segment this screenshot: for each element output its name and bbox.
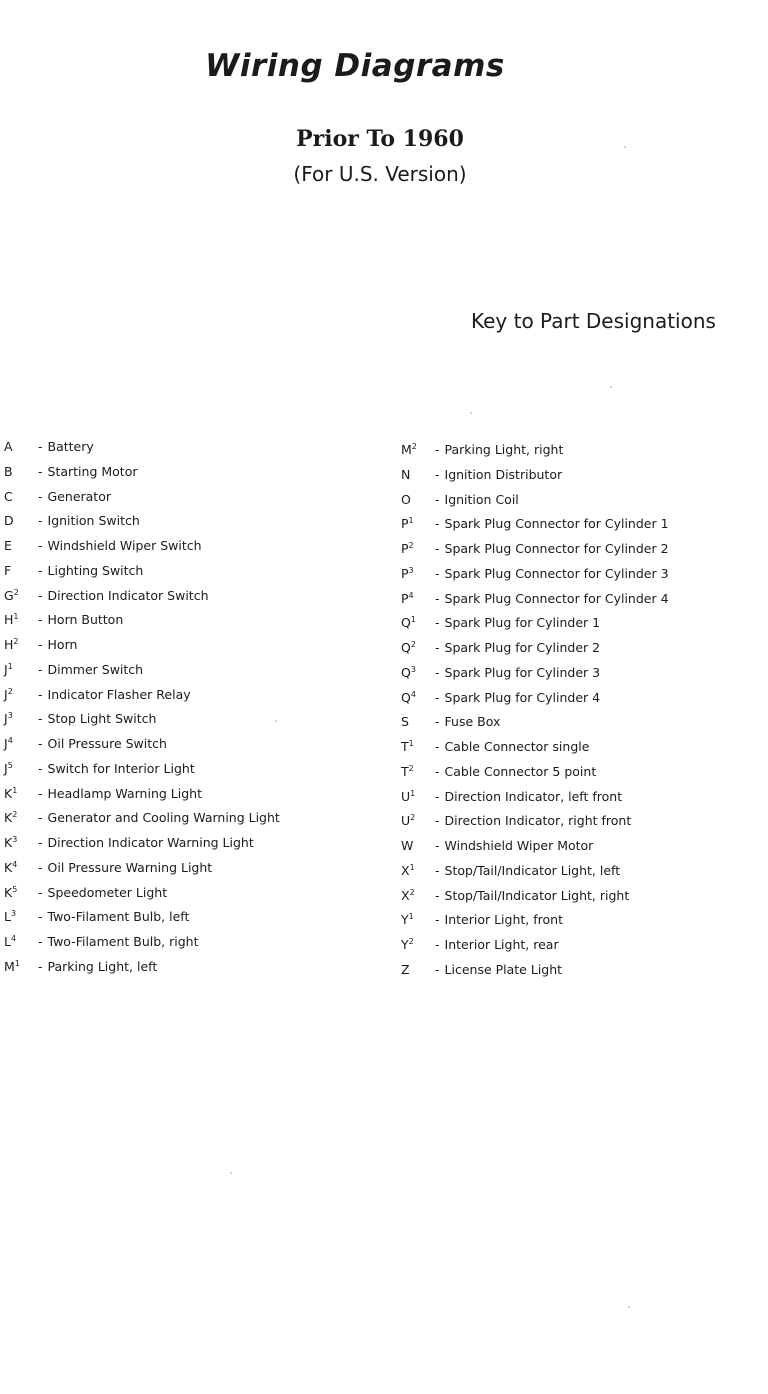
key-row: [4, 934, 384, 959]
part-code: [401, 739, 435, 755]
part-code: [401, 888, 435, 904]
key-row: [4, 513, 384, 538]
part-code: [4, 835, 38, 851]
part-code: [4, 885, 38, 901]
part-letter: N: [401, 466, 411, 482]
key-row: [401, 690, 768, 715]
key-row: [4, 736, 384, 761]
part-letter: Y: [401, 937, 409, 952]
part-index: 3: [10, 909, 17, 919]
part-code: [401, 492, 435, 508]
key-row: [401, 838, 768, 863]
key-row: [4, 563, 384, 588]
part-code: [401, 863, 435, 879]
separator-dash: -: [435, 813, 440, 829]
separator-dash: -: [38, 661, 43, 677]
part-code: [401, 690, 435, 706]
part-letter: T: [401, 763, 409, 779]
part-description: Switch for Interior Light: [47, 760, 195, 776]
part-description: Interior Light, front: [444, 912, 563, 928]
part-code: [4, 588, 38, 604]
part-description: Direction Indicator, right front: [444, 813, 632, 829]
part-index: 5: [7, 760, 13, 770]
part-index: 2: [410, 639, 416, 649]
separator-dash: -: [435, 763, 440, 779]
scan-speck: [624, 146, 626, 148]
separator-dash: -: [435, 466, 440, 482]
key-row: [401, 764, 768, 789]
key-row: [4, 637, 384, 662]
separator-dash: -: [435, 491, 440, 507]
part-description: Spark Plug Connector for Cylinder 4: [444, 590, 669, 606]
part-code: [401, 912, 435, 928]
key-row: [401, 615, 768, 640]
separator-dash: -: [435, 590, 440, 606]
key-heading: Key to Part Designations: [471, 309, 716, 333]
key-row: [401, 714, 768, 739]
part-code: [4, 637, 38, 653]
part-index: 2: [13, 636, 19, 646]
key-list-right: [401, 442, 768, 987]
part-index: 3: [7, 711, 13, 721]
part-description: Ignition Distributor: [444, 466, 563, 482]
part-description: Stop Light Switch: [47, 711, 157, 727]
part-description: Parking Light, right: [444, 442, 564, 457]
part-index: 2: [410, 813, 416, 823]
part-letter: Y: [401, 912, 409, 928]
separator-dash: -: [435, 887, 440, 903]
key-row: [4, 489, 384, 514]
part-description: Spark Plug Connector for Cylinder 3: [444, 565, 669, 581]
separator-dash: -: [435, 516, 440, 532]
part-description: Parking Light, left: [47, 958, 158, 974]
part-code: [401, 467, 435, 483]
part-letter: Z: [401, 961, 410, 977]
separator-dash: -: [435, 788, 440, 804]
part-code: [401, 665, 435, 681]
key-row: [401, 888, 768, 913]
separator-dash: -: [435, 862, 440, 878]
part-description: Direction Indicator Switch: [47, 587, 209, 603]
part-code: [4, 538, 38, 554]
part-letter: Q: [401, 615, 411, 631]
key-row: [401, 739, 768, 764]
part-code: [4, 959, 38, 975]
part-description: Spark Plug Connector for Cylinder 1: [444, 516, 669, 532]
part-index: 1: [14, 958, 20, 968]
key-row: [401, 813, 768, 838]
key-row: [4, 860, 384, 885]
part-letter: U: [401, 788, 411, 804]
part-description: Windshield Wiper Switch: [47, 538, 202, 553]
part-description: Generator and Cooling Warning Light: [47, 810, 280, 826]
key-row: [4, 464, 384, 489]
version-note: (For U.S. Version): [293, 162, 467, 186]
part-description: Stop/Tail/Indicator Light, left: [444, 862, 621, 878]
separator-dash: -: [38, 736, 43, 751]
part-index: 2: [408, 763, 414, 773]
separator-dash: -: [38, 513, 43, 529]
part-description: Spark Plug for Cylinder 4: [444, 689, 601, 705]
part-letter: X: [401, 887, 410, 903]
part-letter: B: [4, 463, 13, 479]
scan-speck: [470, 412, 472, 414]
part-code: [401, 591, 435, 607]
part-letter: X: [401, 862, 410, 878]
part-index: 1: [408, 912, 414, 922]
part-letter: F: [4, 562, 12, 578]
part-description: Spark Plug Connector for Cylinder 2: [444, 541, 669, 556]
scan-speck: [610, 386, 612, 388]
part-code: [401, 714, 435, 730]
part-code: [401, 962, 435, 978]
part-letter: Q: [401, 689, 411, 705]
part-description: Oil Pressure Warning Light: [47, 859, 213, 875]
part-description: Generator: [47, 488, 111, 504]
part-description: Ignition Switch: [47, 513, 140, 529]
part-letter: K: [4, 835, 13, 850]
part-index: 2: [411, 441, 417, 451]
separator-dash: -: [38, 612, 43, 628]
part-letter: J: [4, 736, 8, 751]
key-row: [4, 959, 384, 984]
scan-speck: [230, 1172, 232, 1174]
key-row: [4, 662, 384, 687]
separator-dash: -: [435, 640, 440, 655]
part-description: Cable Connector single: [444, 739, 590, 754]
part-letter: M: [401, 442, 412, 457]
key-list-left: [4, 439, 384, 984]
key-row: [401, 467, 768, 492]
part-letter: G: [4, 587, 14, 603]
part-letter: Q: [401, 664, 411, 680]
part-letter: K: [4, 785, 13, 801]
part-index: 1: [408, 516, 414, 526]
part-index: 4: [12, 859, 18, 869]
part-description: Two-Filament Bulb, left: [47, 909, 190, 925]
separator-dash: -: [38, 463, 43, 479]
part-letter: J: [4, 711, 8, 727]
part-code: [401, 640, 435, 656]
part-code: [4, 513, 38, 529]
separator-dash: -: [38, 637, 43, 652]
separator-dash: -: [435, 442, 440, 457]
part-letter: S: [401, 714, 409, 730]
part-description: Cable Connector 5 point: [444, 763, 597, 779]
part-code: [4, 860, 38, 876]
part-code: [4, 662, 38, 678]
key-row: [401, 640, 768, 665]
separator-dash: -: [38, 884, 43, 900]
part-index: 2: [408, 540, 414, 550]
separator-dash: -: [435, 615, 440, 631]
part-index: 3: [12, 834, 18, 844]
separator-dash: -: [38, 488, 43, 504]
separator-dash: -: [38, 760, 43, 776]
part-description: Horn Button: [47, 612, 124, 628]
separator-dash: -: [38, 562, 43, 578]
part-letter: U: [401, 813, 411, 829]
part-description: Direction Indicator Warning Light: [47, 835, 254, 850]
part-index: 2: [7, 686, 13, 696]
separator-dash: -: [38, 686, 43, 702]
part-index: 1: [408, 738, 414, 748]
part-letter: J: [4, 760, 8, 776]
key-row: [401, 541, 768, 566]
part-letter: K: [4, 859, 13, 875]
part-code: [401, 541, 435, 557]
part-letter: P: [401, 565, 409, 581]
part-code: [401, 789, 435, 805]
part-description: Oil Pressure Switch: [47, 736, 167, 751]
part-code: [401, 516, 435, 532]
key-row: [4, 687, 384, 712]
part-description: Direction Indicator, left front: [444, 788, 623, 804]
part-letter: K: [4, 884, 13, 900]
part-description: Windshield Wiper Motor: [444, 838, 594, 853]
key-row: [4, 909, 384, 934]
part-index: 2: [409, 887, 415, 897]
part-letter: H: [4, 612, 14, 628]
part-letter: L: [4, 909, 11, 925]
key-row: [401, 937, 768, 962]
part-index: 1: [410, 615, 416, 625]
part-code: [401, 813, 435, 829]
part-letter: A: [4, 439, 13, 454]
part-description: Stop/Tail/Indicator Light, right: [444, 887, 630, 903]
key-row: [401, 566, 768, 591]
part-letter: P: [401, 590, 409, 606]
key-row: [401, 442, 768, 467]
part-code: [401, 442, 435, 458]
part-code: [4, 786, 38, 802]
part-description: Interior Light, rear: [444, 937, 559, 952]
separator-dash: -: [435, 664, 440, 680]
key-row: [4, 439, 384, 464]
key-row: [4, 835, 384, 860]
part-description: License Plate Light: [444, 961, 563, 977]
separator-dash: -: [38, 810, 43, 826]
part-description: Fuse Box: [444, 714, 501, 730]
part-letter: K: [4, 810, 13, 826]
part-code: [401, 764, 435, 780]
part-description: Indicator Flasher Relay: [47, 686, 191, 702]
part-code: [401, 937, 435, 953]
part-index: 2: [12, 810, 18, 820]
part-letter: O: [401, 491, 411, 507]
part-index: 4: [410, 689, 416, 699]
scan-speck: [628, 1306, 630, 1308]
part-letter: W: [401, 838, 414, 853]
key-row: [401, 789, 768, 814]
key-row: [4, 538, 384, 563]
separator-dash: -: [38, 835, 43, 850]
part-code: [4, 687, 38, 703]
key-row: [4, 588, 384, 613]
part-code: [4, 439, 38, 455]
part-code: [401, 615, 435, 631]
part-code: [4, 736, 38, 752]
page-subtitle: Prior To 1960: [296, 126, 464, 152]
part-index: 1: [410, 788, 416, 798]
separator-dash: -: [38, 587, 43, 603]
separator-dash: -: [38, 958, 43, 974]
part-code: [4, 612, 38, 628]
part-description: Ignition Coil: [444, 491, 519, 507]
part-index: 1: [12, 785, 18, 795]
part-index: 4: [10, 933, 17, 943]
part-letter: T: [401, 739, 409, 754]
part-index: 4: [7, 735, 13, 745]
part-letter: M: [4, 958, 15, 974]
part-letter: J: [4, 661, 8, 677]
part-index: 1: [409, 862, 415, 872]
part-code: [401, 838, 435, 854]
key-row: [401, 516, 768, 541]
separator-dash: -: [38, 909, 43, 925]
part-index: 2: [408, 936, 414, 946]
key-row: [401, 591, 768, 616]
separator-dash: -: [38, 934, 43, 949]
key-row: [401, 962, 768, 987]
part-letter: C: [4, 488, 13, 504]
part-description: Speedometer Light: [47, 884, 168, 900]
key-row: [4, 885, 384, 910]
part-index: 2: [13, 587, 19, 597]
part-index: 3: [410, 664, 416, 674]
separator-dash: -: [435, 961, 440, 977]
part-letter: D: [4, 513, 14, 529]
part-code: [4, 711, 38, 727]
part-index: 5: [12, 884, 18, 894]
part-code: [4, 489, 38, 505]
separator-dash: -: [435, 739, 440, 754]
separator-dash: -: [435, 714, 440, 730]
part-description: Spark Plug for Cylinder 2: [444, 640, 601, 655]
part-index: 3: [408, 565, 414, 575]
separator-dash: -: [38, 785, 43, 801]
part-description: Two-Filament Bulb, right: [47, 934, 199, 949]
separator-dash: -: [38, 439, 43, 454]
key-row: [4, 761, 384, 786]
part-code: [401, 566, 435, 582]
part-description: Spark Plug for Cylinder 1: [444, 615, 601, 631]
key-row: [401, 665, 768, 690]
separator-dash: -: [435, 565, 440, 581]
separator-dash: -: [435, 541, 440, 556]
separator-dash: -: [435, 937, 440, 952]
part-code: [4, 934, 38, 950]
part-description: Spark Plug for Cylinder 3: [444, 664, 601, 680]
part-index: 1: [13, 612, 19, 622]
separator-dash: -: [38, 711, 43, 727]
part-code: [4, 909, 38, 925]
separator-dash: -: [435, 912, 440, 928]
key-row: [4, 711, 384, 736]
part-description: Horn: [47, 637, 78, 652]
separator-dash: -: [435, 838, 440, 853]
part-description: Dimmer Switch: [47, 661, 144, 677]
key-row: [401, 863, 768, 888]
separator-dash: -: [38, 538, 43, 553]
key-row: [401, 912, 768, 937]
part-code: [4, 563, 38, 579]
part-letter: J: [4, 686, 8, 702]
key-row: [401, 492, 768, 517]
part-description: Lighting Switch: [47, 562, 144, 578]
page-title: Wiring Diagrams: [205, 48, 505, 84]
key-row: [4, 612, 384, 637]
part-letter: Q: [401, 640, 411, 655]
part-description: Starting Motor: [47, 463, 138, 479]
part-letter: P: [401, 516, 409, 532]
part-code: [4, 464, 38, 480]
part-letter: H: [4, 637, 14, 652]
part-letter: E: [4, 538, 12, 553]
part-index: 4: [408, 590, 414, 600]
scan-speck: [275, 720, 277, 722]
key-row: [4, 786, 384, 811]
part-code: [4, 761, 38, 777]
part-description: Headlamp Warning Light: [47, 785, 202, 801]
separator-dash: -: [38, 859, 43, 875]
key-row: [4, 810, 384, 835]
part-letter: L: [4, 934, 11, 949]
part-description: Battery: [47, 439, 94, 454]
part-letter: P: [401, 541, 409, 556]
part-index: 1: [7, 661, 13, 671]
separator-dash: -: [435, 689, 440, 705]
part-code: [4, 810, 38, 826]
